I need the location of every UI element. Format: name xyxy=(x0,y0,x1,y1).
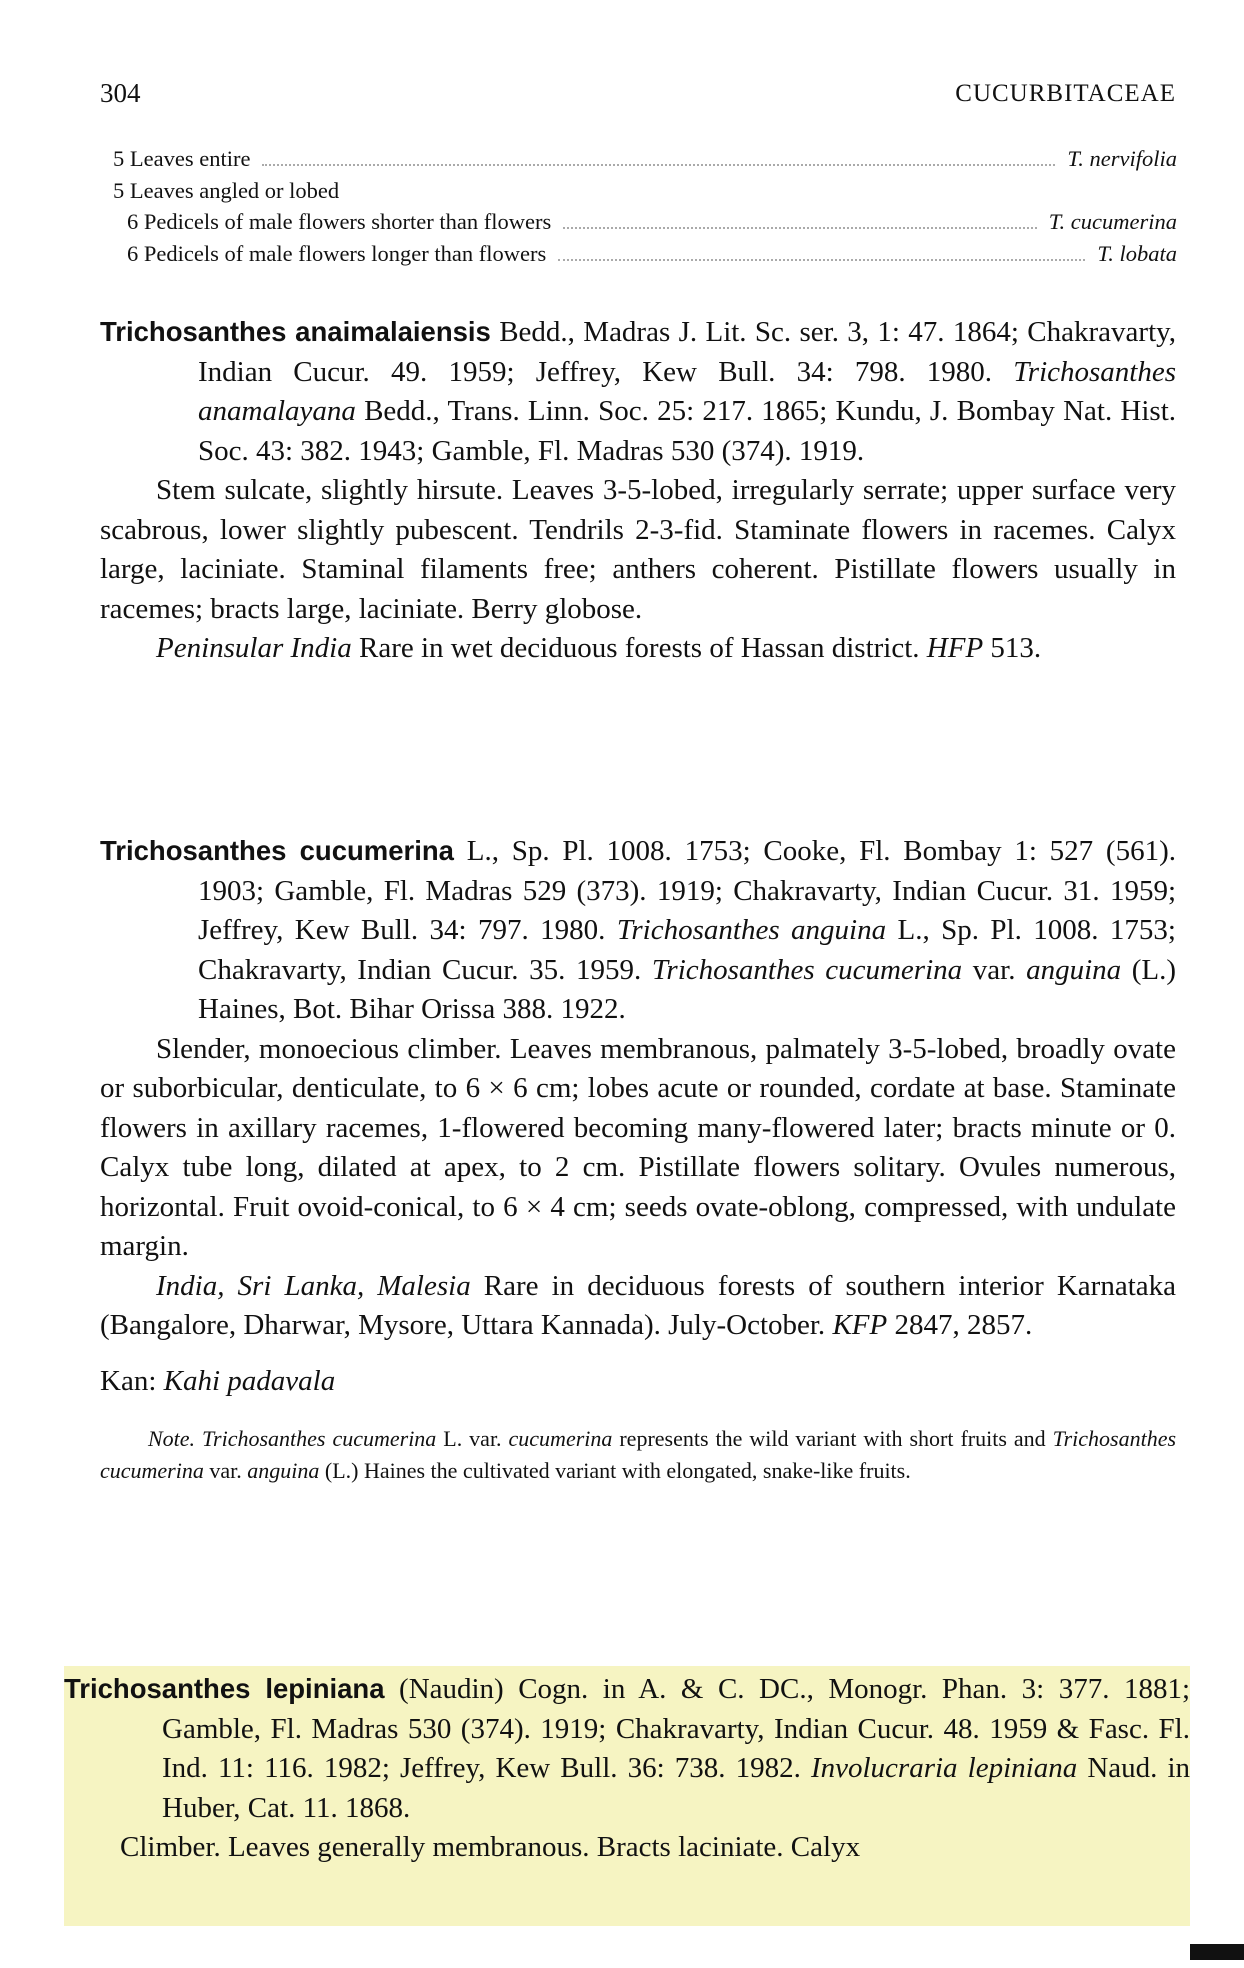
citation-text: Naud. in Huber, Cat. 11. 1868. xyxy=(162,1752,1191,1824)
key-leader-dots xyxy=(262,154,1055,166)
taxonomic-note xyxy=(100,1423,1176,1487)
key-taxon: T. cucumerina xyxy=(1048,209,1177,234)
page-number: 304 xyxy=(100,78,141,108)
key-taxon: T. nervifolia xyxy=(1067,146,1177,171)
synonym-name: Trichosanthes anamalayana xyxy=(198,355,1177,427)
distribution-text: Rare in wet deciduous forests of Hassan district. xyxy=(359,632,920,664)
running-head: CUCURBITACEAE xyxy=(955,80,1176,107)
vernacular-name-line xyxy=(100,1362,1176,1402)
synonym-name: Trichosanthes anguina xyxy=(616,914,887,946)
citation-text: (L.) Haines, Bot. Bihar Orissa 388. 1922. xyxy=(198,953,1177,1025)
nomenclature-citation xyxy=(100,831,1176,1030)
key-lead: 6 Pedicels of male flowers longer than flowers xyxy=(127,240,547,266)
synonym-name: Trichosanthes cucumerina xyxy=(651,953,963,986)
key-couplet xyxy=(113,206,1177,238)
nomenclature-citation xyxy=(64,1669,1190,1828)
citation-text: L., Sp. Pl. 1008. 1753; Cooke, Fl. Bombay 1: 527 (561). 1903; Gamble, Fl. Madras 529 (373). 1919; Chakravarty, Indian Cucur. 31. 1959; Jeffrey, Kew Bull. 34: 797. 1980. xyxy=(198,835,1176,946)
synonym-rank: var. xyxy=(972,953,1016,986)
key-lead: 6 Pedicels of male flowers shorter than flowers xyxy=(127,209,552,234)
voucher-herbarium: KFP xyxy=(832,1309,888,1341)
citation-text: (Naudin) Cogn. in A. & C. DC., Monogr. Phan. 3: 377. 1881; Gamble, Fl. Madras 530 (374). 1919; Chakravarty, Indian Cucur. 48. 1959 & Fasc. Fl. Ind. 11: 116. 1982; Jeffrey, Kew Bull. 36: 738. 1982. xyxy=(162,1673,1190,1784)
vernacular-name: Kahi padavala xyxy=(163,1364,336,1397)
key-lead: 5 Leaves angled or lobed xyxy=(113,177,340,203)
voucher-herbarium: HFP xyxy=(926,632,984,664)
species-distribution xyxy=(100,629,1176,669)
note-epithet: anguina xyxy=(247,1458,320,1483)
note-taxon: Trichosanthes cucumerina xyxy=(202,1426,437,1451)
species-entry-lepiniana xyxy=(64,1669,1190,1868)
vernacular-language: Kan: xyxy=(100,1364,157,1397)
note-label: Note. xyxy=(148,1426,196,1451)
key-couplet xyxy=(113,175,1177,207)
note-epithet: cucumerina xyxy=(508,1426,613,1451)
identification-key xyxy=(113,143,1177,269)
synonym-epithet: anguina xyxy=(1026,953,1122,986)
distribution-text: Rare in deciduous forests of southern interior Karnataka (Bangalore, Dharwar, Mysore, Uttara Kannada). July-October. xyxy=(100,1269,1176,1341)
species-description: Slender, monoecious climber. Leaves membranous, palmately 3-5-lobed, broadly ovate or suborbicular, denticulate, to 6 × 6 cm; lobes acute or rounded, cordate at base. Staminate flowers in axillary racemes, 1-flowered becoming many-flowered later; bracts minute or 0. Calyx tube long, dilated at apex, to 2 cm. Pistillate flowers solitary. Ovules numerous, horizontal. Fruit ovoid-conical, to 6 × 4 cm; seeds ovate-oblong, compressed, with undulate margin. xyxy=(100,1032,1176,1262)
distribution-region: India, Sri Lanka, Malesia xyxy=(156,1269,471,1302)
citation-text: L., Sp. Pl. 1008. 1753; Chakravarty, Indian Cucur. 35. 1959. xyxy=(198,914,1176,986)
note-text: (L.) Haines the cultivated variant with elongated, snake-like fruits. xyxy=(324,1458,911,1483)
synonym-name: Involucraria lepiniana xyxy=(810,1752,1078,1784)
citation-text: Bedd., Madras J. Lit. Sc. ser. 3, 1: 47. 1864; Chakravarty, Indian Cucur. 49. 1959; Jeffrey, Kew Bull. 34: 798. 1980. xyxy=(198,316,1177,388)
species-name: Trichosanthes anaimalaiensis xyxy=(100,316,491,347)
species-name: Trichosanthes lepiniana xyxy=(64,1673,385,1704)
distribution-region: Peninsular India xyxy=(156,632,352,664)
note-text: represents the wild variant with short fruits and xyxy=(619,1426,1046,1451)
species-name: Trichosanthes cucumerina xyxy=(100,835,454,866)
key-taxon: T. lobata xyxy=(1097,240,1177,266)
species-description: Stem sulcate, slightly hirsute. Leaves 3-5-lobed, irregularly serrate; upper surface very scabrous, lower slightly pubescent. Tendrils 2-3-fid. Staminate flowers in racemes. Calyx large, laciniate. Staminal filaments free; anthers coherent. Pistillate flowers usually in racemes; bracts large, laciniate. Berry globose. xyxy=(100,474,1176,625)
voucher-number: 2847, 2857. xyxy=(894,1309,1033,1341)
species-entry-cucumerina xyxy=(100,831,1176,1487)
note-text: L. var. xyxy=(443,1426,502,1451)
voucher-number: 513. xyxy=(990,632,1042,664)
key-lead: 5 Leaves entire xyxy=(113,146,251,171)
key-couplet xyxy=(113,238,1177,270)
species-entry-anaimalaiensis xyxy=(100,312,1176,669)
key-couplet xyxy=(113,143,1177,175)
nomenclature-citation xyxy=(100,312,1176,471)
key-leader-dots xyxy=(558,249,1085,261)
species-distribution xyxy=(100,1267,1176,1346)
species-description: Climber. Leaves generally membranous. Bracts laciniate. Calyx xyxy=(120,1831,861,1863)
page-edge-mark xyxy=(1190,1944,1244,1960)
citation-text: Bedd., Trans. Linn. Soc. 25: 217. 1865; Kundu, J. Bombay Nat. Hist. Soc. 43: 382. 1943; Gamble, Fl. Madras 530 (374). 1919. xyxy=(198,395,1176,467)
note-taxon: Trichosanthes cucumerina xyxy=(100,1426,1177,1483)
note-text: var. xyxy=(209,1458,242,1483)
key-leader-dots xyxy=(563,217,1036,229)
